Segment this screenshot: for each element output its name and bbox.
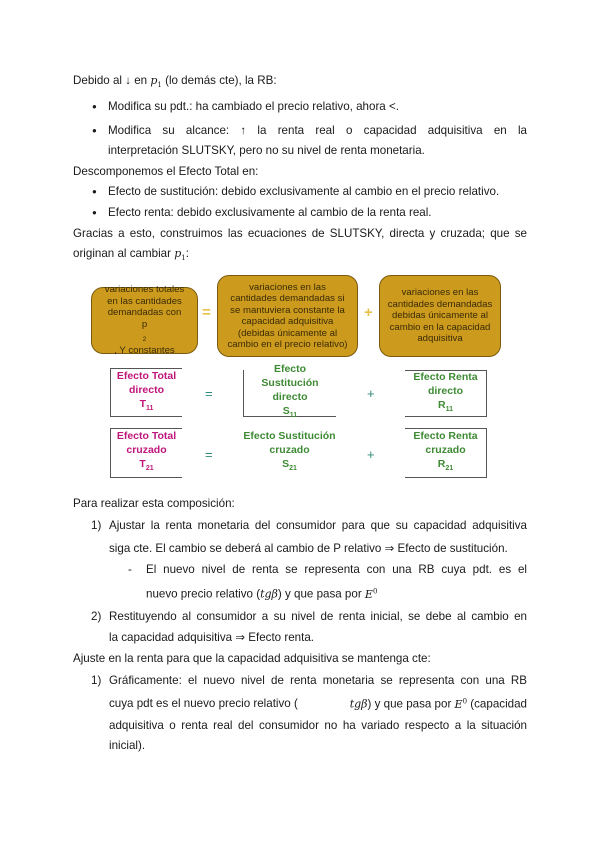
ajuste-line2: cuya pdt es el nuevo precio relativo ( tgβ) y que pasa por $E^0$ (capacidad xyxy=(109,697,527,711)
intro-line xyxy=(73,74,277,89)
composition-item1-line1: Ajustar la renta monetaria del consumidor para que su capacidad adquisitiva xyxy=(109,519,527,532)
rb-bullet-2-line1: Modifica su alcance: ↑ la renta real o capacidad adquisitiva en la xyxy=(108,124,527,137)
gold-box-sustitucion: variaciones en las cantidades demandadas si se mantuviera constante la capacidad adquisitiva (debidas únicamente al cambio en el precio relativo) xyxy=(217,275,358,357)
intro-text-end: (lo demás cte), la RB: xyxy=(161,74,277,87)
efecto-total-cruzado: Efecto Total cruzado $T_{21}$ xyxy=(110,428,182,478)
dash-marker: - xyxy=(128,563,132,576)
p1-symbol: $p_1$ xyxy=(150,74,162,90)
ajuste-line1: Gráficamente: el nuevo nivel de renta monetaria se representa con una RB xyxy=(109,674,527,687)
rb-bullet-1: Modifica su pdt.: ha cambiado el precio relativo, ahora <. xyxy=(108,100,399,113)
gold-equals: = xyxy=(202,304,211,321)
equals-sign: = xyxy=(205,447,213,462)
list-number: 1) xyxy=(91,519,102,532)
gracias-line2: originan al cambiar $p_1$: xyxy=(73,247,189,263)
tg-beta: tgβ xyxy=(260,587,278,601)
list-number: 1) xyxy=(91,674,102,687)
intro-text: Debido al ↓ en xyxy=(73,74,151,87)
effect-bullet-sustitucion: Efecto de sustitución: debido exclusivamente al cambio en el precio relativo. xyxy=(108,185,500,198)
composition-item1-line2: siga cte. El cambio se deberá al cambio de P relativo ⇒ Efecto de sustitución. xyxy=(109,542,508,555)
bullet-icon: ● xyxy=(92,102,97,111)
bullet-icon: ● xyxy=(92,126,97,135)
list-number: 2) xyxy=(91,610,102,623)
efecto-renta-cruzado: Efecto Renta cruzado $R_{21}$ xyxy=(405,428,487,478)
rb-bullet-2-line2: interpretación SLUTSKY, pero no su nivel de renta monetaria. xyxy=(108,144,425,157)
composition-item2-line1: Restituyendo al consumidor a su nivel de renta inicial, se debe al cambio en xyxy=(109,610,527,623)
gold-plus: + xyxy=(364,304,373,321)
E0-symbol: $E^0$ xyxy=(364,587,378,601)
tg-beta: tgβ xyxy=(349,697,368,711)
plus-sign: + xyxy=(367,386,375,401)
composition-sub-line1: El nuevo nivel de renta se representa con una RB cuya pdt. es el xyxy=(146,563,527,576)
composition-item2-line2: la capacidad adquisitiva ⇒ Efecto renta. xyxy=(109,631,314,644)
efecto-renta-directo: Efecto Renta directo $R_{11}$ xyxy=(405,370,487,417)
gold-box-total: variaciones totales en las cantidades demandadas con p $_2$ , Y constantes xyxy=(91,287,198,354)
plus-sign: + xyxy=(367,447,375,462)
efecto-sustitucion-directo: Efecto Sustitución directo $S_{11}$ xyxy=(243,370,336,417)
composition-sub-line2: nuevo precio relativo (tgβ) y que pasa por $E^0$ xyxy=(146,587,378,601)
E0-symbol: $E^0$ xyxy=(454,697,468,711)
bullet-icon: ● xyxy=(92,208,97,217)
bullet-icon: ● xyxy=(92,187,97,196)
efecto-total-directo: Efecto Total directo $T_{11}$ xyxy=(110,368,182,417)
gold-box-renta: variaciones en las cantidades demandadas debidas únicamente al cambio en la capacidad adquisitiva xyxy=(379,275,501,357)
effect-bullet-renta: Efecto renta: debido exclusivamente al cambio de la renta real. xyxy=(108,206,432,219)
gracias-line1: Gracias a esto, construimos las ecuaciones de SLUTSKY, directa y cruzada; que se xyxy=(73,227,527,240)
efecto-sustitucion-cruzado: Efecto Sustitución cruzado $S_{21}$ xyxy=(243,430,336,473)
decompose-heading: Descomponemos el Efecto Total en: xyxy=(73,165,259,178)
equals-sign: = xyxy=(205,386,213,401)
p1-symbol: $p_1$ xyxy=(174,247,186,263)
ajuste-line4: inicial). xyxy=(109,739,146,752)
ajuste-heading: Ajuste en la renta para que la capacidad adquisitiva se mantenga cte: xyxy=(73,652,431,665)
ajuste-line3: adquisitiva o renta real del consumidor no ha variado respecto a la situación xyxy=(109,719,527,732)
composition-heading: Para realizar esta composición: xyxy=(73,497,235,510)
